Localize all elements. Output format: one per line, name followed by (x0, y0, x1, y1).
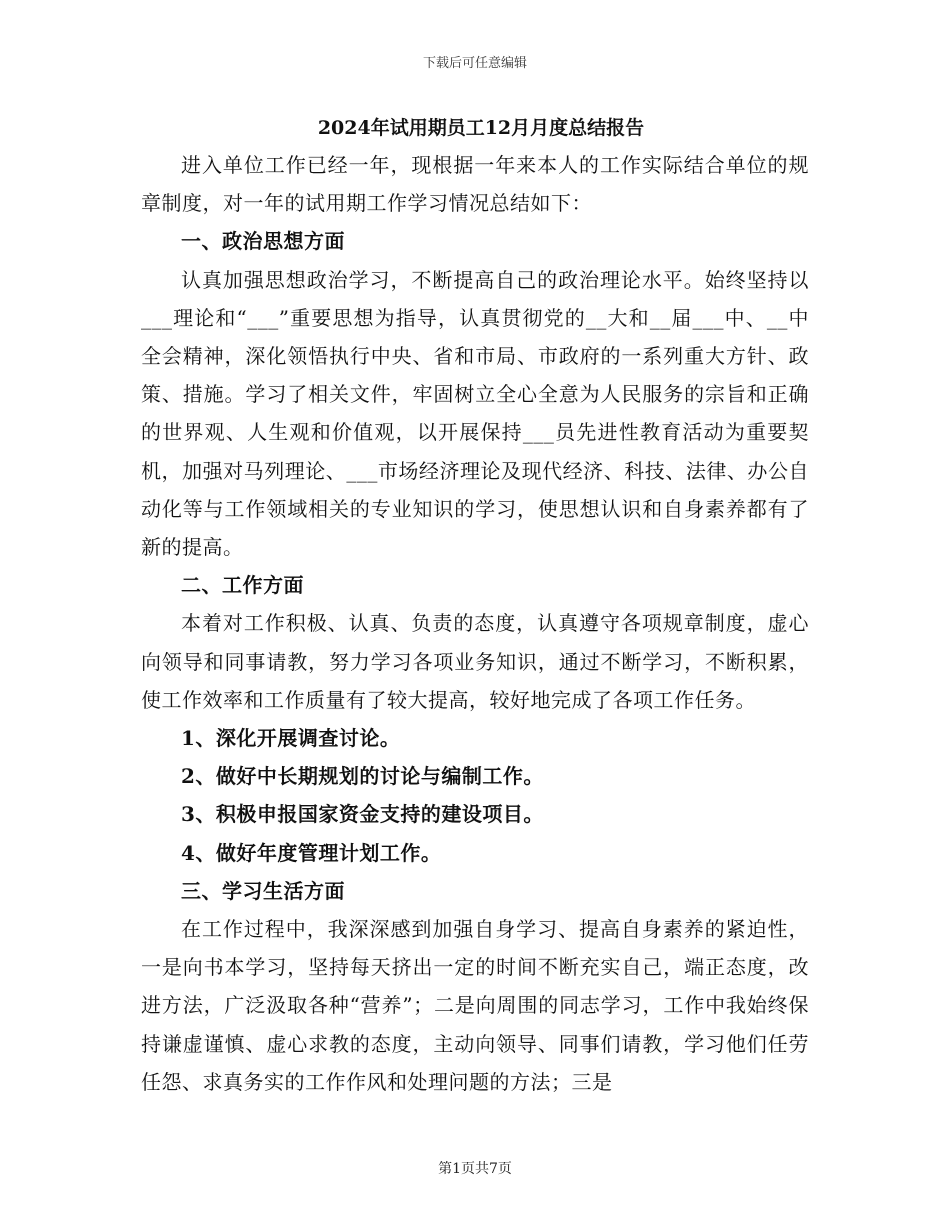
paragraph-work: 本着对工作积极、认真、负责的态度，认真遵守各项规章制度，虚心向领导和同事请教，努力学习各项业务知识，通过不断学习，不断积累，使工作效率和工作质量有了较大提高，较好地完成了各项工作任务。 (141, 611, 809, 712)
list-item-4: 4、做好年度管理计划工作。 (181, 840, 442, 865)
document-title: 2024年试用期员工12月月度总结报告 (317, 117, 645, 139)
paragraph-political: 认真加强思想政治学习，不断提高自己的政治理论水平。始终坚持以___理论和“___”重要思想为指导，认真贯彻党的__大和__届___中、__中全会精神，深化领悟执行中央、省和市局、市政府的一系列重大方针、政策、措施。学习了相关文件，牢固树立全心全意为人民服务的宗旨和正确的世界观、人生观和价值观，以开展保持___员先进性教育活动为重要契机，加强对马列理论、___市场经济理论及现代经济、科技、法律、办公自动化等与工作领域相关的专业知识的学习，使思想认识和自身素养都有了新的提高。 (141, 267, 809, 560)
paragraph-intro: 进入单位工作已经一年，现根据一年来本人的工作实际结合单位的规章制度，对一年的试用期工作学习情况总结如下： (141, 153, 809, 216)
section-heading-study: 三、学习生活方面 (181, 878, 345, 903)
header-note: 下载后可任意编辑 (422, 56, 527, 71)
list-item-2: 2、做好中长期规划的讨论与编制工作。 (181, 764, 544, 789)
section-heading-work: 二、工作方面 (181, 573, 304, 598)
list-item-1: 1、深化开展调查讨论。 (181, 726, 401, 751)
paragraph-study: 在工作过程中，我深深感到加强自身学习、提高自身素养的紧迫性，一是向书本学习，坚持每天挤出一定的时间不断充实自己，端正态度，改进方法，广泛汲取各种“营养”；二是向周围的同志学习，工作中我始终保持谦虚谨慎、虚心求教的态度，主动向领导、同事们请教，学习他们任劳任怨、求真务实的工作作风和处理问题的方法；三是 (141, 917, 809, 1094)
page-footer: 第1页共7页 (438, 1161, 512, 1177)
list-item-3: 3、积极申报国家资金支持的建设项目。 (181, 802, 544, 827)
section-heading-political: 一、政治思想方面 (181, 229, 345, 254)
document-body (141, 112, 809, 1101)
